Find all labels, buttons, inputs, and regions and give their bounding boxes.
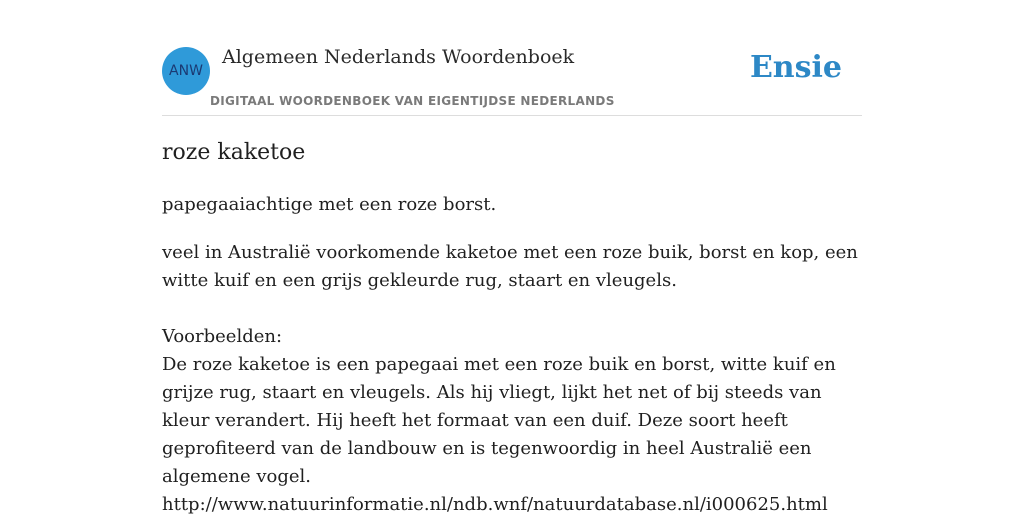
long-definition: veel in Australië voorkomende kaketoe met een roze buik, borst en kop, een witte kuif en een grijs gekleurde rug, staart en vleugels.: [162, 242, 858, 291]
example-text: De roze kaketoe is een papegaai met een roze buik en borst, witte kuif en grijze rug, staart en vleugels. Als hij vliegt, lijkt het net of bij steeds van kleur verandert. Hij heeft het formaat van een duif. Deze soort heeft geprofiteerd van de landbouw en is tegenwoordig in heel Australië een algemene vogel.: [162, 354, 836, 487]
anw-logo-icon[interactable]: [162, 47, 210, 95]
page-title: roze kaketoe: [162, 140, 306, 165]
short-definition: papegaaiachtige met een roze borst.: [162, 194, 497, 215]
source-url: http://www.natuurinformatie.nl/ndb.wnf/natuurdatabase.nl/i000625.html: [162, 494, 828, 515]
page-container: [162, 0, 862, 515]
entry-body: [162, 239, 862, 519]
examples-label: Voorbeelden:: [162, 326, 283, 347]
ensie-brand-link[interactable]: Ensie: [749, 50, 842, 85]
logo-text: ANW: [169, 63, 203, 79]
site-title[interactable]: Algemeen Nederlands Woordenboek: [222, 46, 575, 68]
spacer: [162, 295, 862, 323]
site-subtitle: DIGITAAL WOORDENBOEK VAN EIGENTIJDSE NEDERLANDS: [210, 94, 615, 108]
header-divider: [162, 115, 862, 116]
